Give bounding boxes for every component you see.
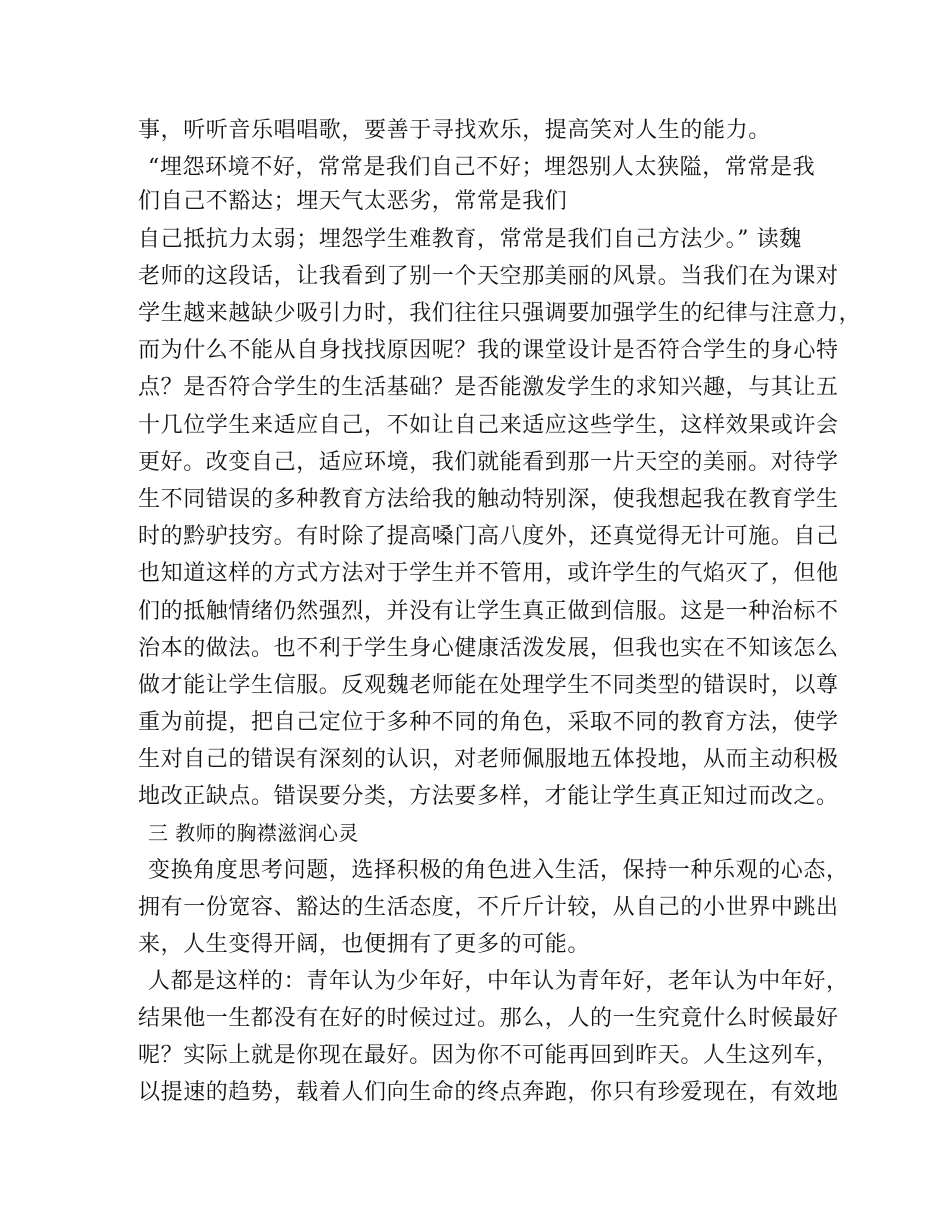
- paragraph-line: 做才能让学生信服。反观魏老师能在处理学生不同类型的错误时，以尊: [138, 673, 839, 698]
- paragraph-line: 老师的这段话，让我看到了别一个天空那美丽的风景。当我们在为课对: [138, 264, 839, 289]
- paragraph-line: “埋怨环境不好，常常是我们自己不好；埋怨别人太狭隘，常常是我: [148, 155, 816, 180]
- paragraph-line: 更好。改变自己，适应环境，我们就能看到那一片天空的美丽。对待学: [138, 450, 839, 475]
- paragraph-line: 时的黔驴技穷。有时除了提高嗓门高八度外，还真觉得无计可施。自己: [138, 524, 839, 549]
- paragraph-line: 们的抵触情绪仍然强烈，并没有让学生真正做到信服。这是一种治标不: [138, 599, 839, 624]
- paragraph-line: 重为前提，把自己定位于多种不同的角色，采取不同的教育方法，使学: [138, 710, 839, 735]
- paragraph-line: 生不同错误的多种教育方法给我的触动特别深，使我想起我在教育学生: [138, 487, 839, 512]
- paragraph-line: 学生越来越缺少吸引力时，我们往往只强调要加强学生的纪律与注意力，: [138, 301, 862, 326]
- paragraph-line: 而为什么不能从自身找找原因呢？我的课堂设计是否符合学生的身心特: [138, 338, 839, 363]
- paragraph-line: 结果他一生都没有在好的时候过过。那么，人的一生究竟什么时候最好: [138, 1006, 839, 1031]
- paragraph-line: 以提速的趋势，载着人们向生命的终点奔跑，你只有珍爱现在，有效地: [138, 1080, 839, 1105]
- section-heading: 三 教师的胸襟滋润心灵: [148, 821, 359, 845]
- paragraph-line: 事，听听音乐唱唱歌，要善于寻找欢乐，提高笑对人生的能力。: [138, 118, 771, 143]
- paragraph-line: 来，人生变得开阔，也便拥有了更多的可能。: [138, 932, 591, 957]
- paragraph-line: 地改正缺点。错误要分类，方法要多样，才能让学生真正知过而改之。: [138, 784, 839, 809]
- paragraph-line: 人都是这样的：青年认为少年好，中年认为青年好，老年认为中年好，: [148, 969, 849, 994]
- paragraph-line: 生对自己的错误有深刻的认识，对老师佩服地五体投地，从而主动积极: [138, 747, 839, 772]
- paragraph-line: 点？是否符合学生的生活基础？是否能激发学生的求知兴趣，与其让五: [138, 375, 839, 400]
- paragraph-line: 拥有一份宽容、豁达的生活态度，不斤斤计较，从自己的小世界中跳出: [138, 895, 839, 920]
- paragraph-line: 十几位学生来适应自己，不如让自己来适应这些学生，这样效果或许会: [138, 413, 839, 438]
- paragraph-line: 们自己不豁达；埋天气太恶劣，常常是我们: [138, 189, 568, 214]
- paragraph-line: 变换角度思考问题，选择积极的角色进入生活，保持一种乐观的心态，: [148, 858, 849, 883]
- paragraph-line: 治本的做法。也不利于学生身心健康活泼发展，但我也实在不知该怎么: [138, 636, 839, 661]
- paragraph-line: 也知道这样的方式方法对于学生并不管用，或许学生的气焰灭了，但他: [138, 561, 839, 586]
- paragraph-line: 自己抵抗力太弱；埋怨学生难教育，常常是我们自己方法少。” 读魏: [138, 227, 802, 252]
- paragraph-line: 呢？实际上就是你现在最好。因为你不可能再回到昨天。人生这列车，: [138, 1043, 839, 1068]
